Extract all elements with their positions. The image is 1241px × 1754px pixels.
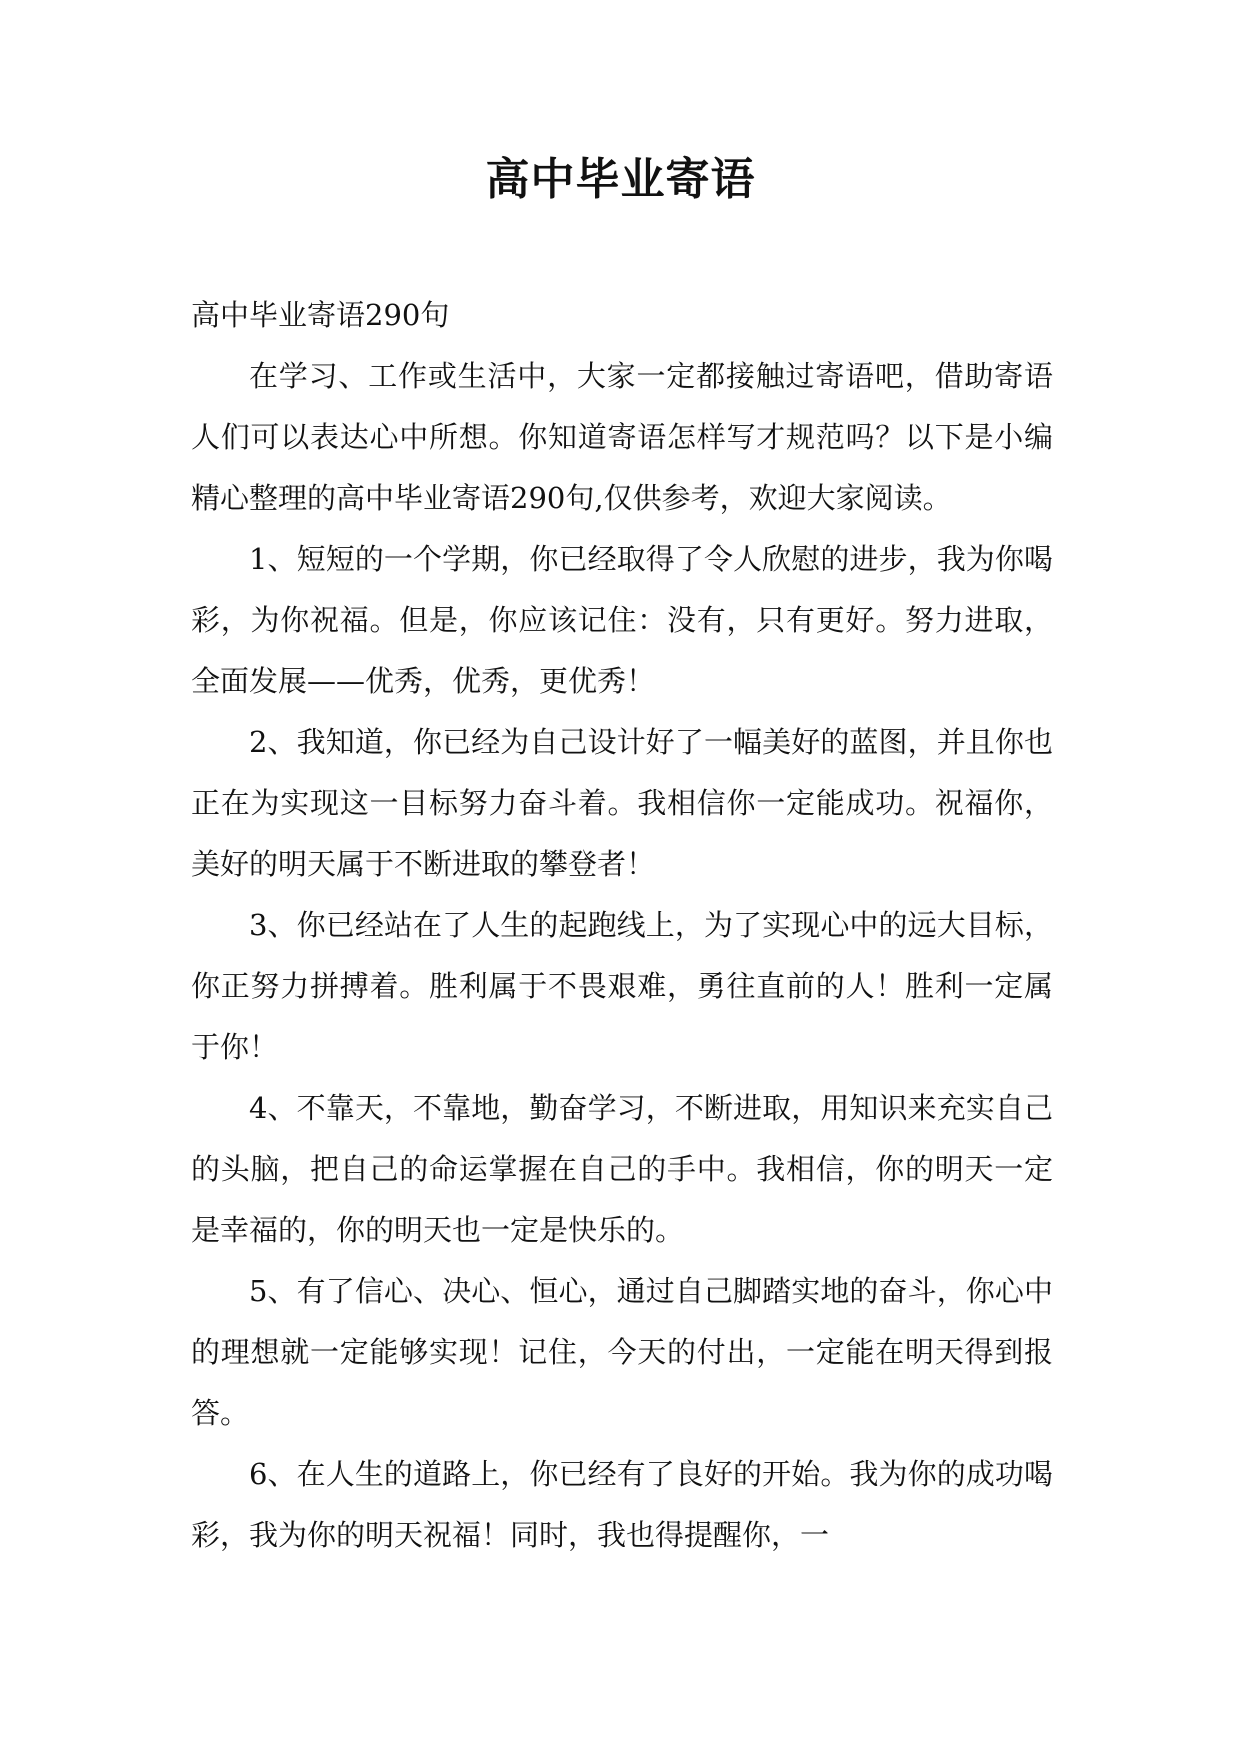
subtitle: 高中毕业寄语290句	[191, 298, 450, 332]
paragraph-3: 3、你已经站在了人生的起跑线上，为了实现心中的远大目标，你正努力拼搏着。胜利属于不畏艰难，勇往直前的人！胜利一定属于你！	[191, 908, 1053, 1064]
intro-paragraph: 在学习、工作或生活中，大家一定都接触过寄语吧，借助寄语人们可以表达心中所想。你知道寄语怎样写才规范吗？以下是小编精心整理的高中毕业寄语290句,仅供参考，欢迎大家阅读。	[191, 359, 1053, 515]
document-body	[191, 285, 1053, 1566]
paragraph-6: 6、在人生的道路上，你已经有了良好的开始。我为你的成功喝彩，我为你的明天祝福！同时，我也得提醒你，一	[191, 1457, 1053, 1552]
page-title: 高中毕业寄语	[485, 154, 756, 205]
paragraph-5: 5、有了信心、决心、恒心，通过自己脚踏实地的奋斗，你心中的理想就一定能够实现！记住，今天的付出，一定能在明天得到报答。	[191, 1274, 1053, 1430]
paragraph-1: 1、短短的一个学期，你已经取得了令人欣慰的进步，我为你喝彩，为你祝福。但是，你应该记住：没有，只有更好。努力进取，全面发展——优秀，优秀，更优秀！	[191, 542, 1053, 698]
paragraph-2: 2、我知道，你已经为自己设计好了一幅美好的蓝图，并且你也正在为实现这一目标努力奋斗着。我相信你一定能成功。祝福你，美好的明天属于不断进取的攀登者！	[191, 725, 1053, 881]
paragraph-4: 4、不靠天，不靠地，勤奋学习，不断进取，用知识来充实自己的头脑，把自己的命运掌握在自己的手中。我相信，你的明天一定是幸福的，你的明天也一定是快乐的。	[191, 1091, 1053, 1247]
